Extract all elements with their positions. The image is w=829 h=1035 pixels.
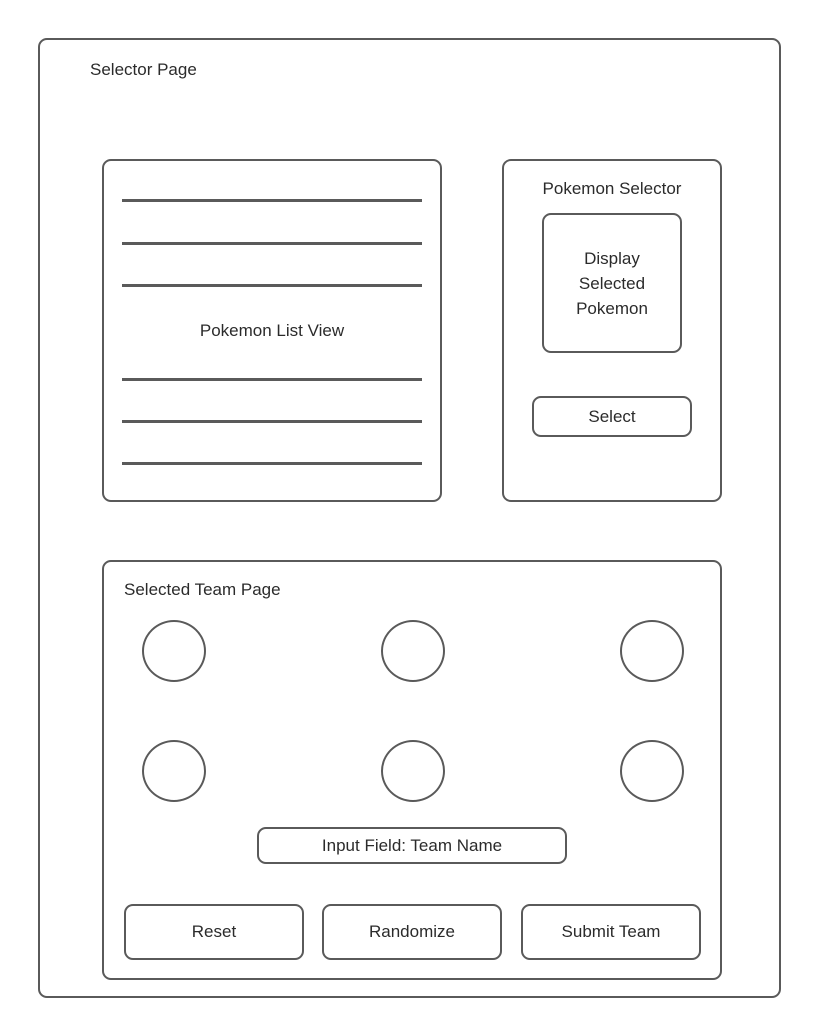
list-separator xyxy=(122,199,422,202)
display-line-1: Display xyxy=(584,248,640,268)
pokemon-list-view-label: Pokemon List View xyxy=(199,321,345,340)
selected-team-page-title: Selected Team Page xyxy=(124,580,281,599)
submit-team-button[interactable]: Submit Team xyxy=(521,904,701,960)
selector-page-frame xyxy=(38,38,781,998)
pokemon-selector-title: Pokemon Selector xyxy=(542,179,682,198)
randomize-button[interactable]: Randomize xyxy=(322,904,502,960)
team-slot-4[interactable] xyxy=(142,740,206,802)
selected-team-page-panel xyxy=(102,560,722,980)
team-name-input[interactable]: Input Field: Team Name xyxy=(257,827,567,864)
team-slot-1[interactable] xyxy=(142,620,206,682)
list-separator xyxy=(122,378,422,381)
list-separator xyxy=(122,420,422,423)
list-separator xyxy=(122,284,422,287)
page-title: Selector Page xyxy=(90,60,197,79)
team-slot-6[interactable] xyxy=(620,740,684,802)
team-slot-3[interactable] xyxy=(620,620,684,682)
select-button[interactable]: Select xyxy=(532,396,692,437)
selected-pokemon-display-text xyxy=(576,246,648,321)
pokemon-list-view-panel[interactable] xyxy=(102,159,442,502)
pokemon-selector-panel xyxy=(502,159,722,502)
list-separator xyxy=(122,242,422,245)
reset-button[interactable]: Reset xyxy=(124,904,304,960)
display-line-3: Pokemon xyxy=(576,298,648,318)
team-slot-5[interactable] xyxy=(381,740,445,802)
list-separator xyxy=(122,462,422,465)
selected-pokemon-display xyxy=(542,213,682,353)
display-line-2: Selected xyxy=(578,273,646,293)
team-slot-2[interactable] xyxy=(381,620,445,682)
